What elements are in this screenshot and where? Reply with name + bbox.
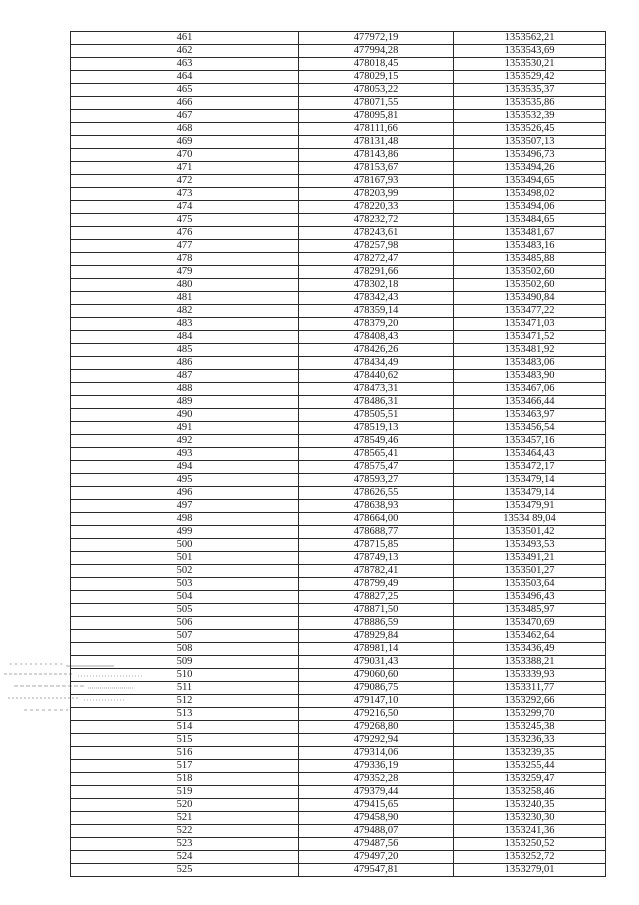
table-row (71, 292, 606, 305)
y-coordinate-cell: 1353255,44 (454, 760, 606, 773)
table-row (71, 591, 606, 604)
y-coordinate-cell: 1353535,86 (454, 97, 606, 110)
y-coordinate-cell: 1353490,84 (454, 292, 606, 305)
point-number-cell: 511 (71, 682, 299, 695)
point-number-cell: 469 (71, 136, 299, 149)
table-row (71, 851, 606, 864)
point-number-cell: 499 (71, 526, 299, 539)
x-coordinate-cell: 479379,44 (299, 786, 454, 799)
table-row (71, 617, 606, 630)
point-number-cell: 497 (71, 500, 299, 513)
table-row (71, 136, 606, 149)
point-number-cell: 481 (71, 292, 299, 305)
point-number-cell: 466 (71, 97, 299, 110)
x-coordinate-cell: 478291,66 (299, 266, 454, 279)
x-coordinate-cell: 478131,48 (299, 136, 454, 149)
x-coordinate-cell: 479314,06 (299, 747, 454, 760)
y-coordinate-cell: 1353472,17 (454, 461, 606, 474)
y-coordinate-cell: 1353339,93 (454, 669, 606, 682)
point-number-cell: 506 (71, 617, 299, 630)
x-coordinate-cell: 478018,45 (299, 58, 454, 71)
point-number-cell: 478 (71, 253, 299, 266)
y-coordinate-cell: 1353471,52 (454, 331, 606, 344)
point-number-cell: 484 (71, 331, 299, 344)
x-coordinate-cell: 478095,81 (299, 110, 454, 123)
table-row (71, 396, 606, 409)
y-coordinate-cell: 1353252,72 (454, 851, 606, 864)
coordinates-table-body (71, 32, 606, 877)
point-number-cell: 476 (71, 227, 299, 240)
x-coordinate-cell: 479352,28 (299, 773, 454, 786)
y-coordinate-cell: 1353483,90 (454, 370, 606, 383)
table-row (71, 825, 606, 838)
x-coordinate-cell: 478638,93 (299, 500, 454, 513)
point-number-cell: 485 (71, 344, 299, 357)
y-coordinate-cell: 1353311,77 (454, 682, 606, 695)
point-number-cell: 490 (71, 409, 299, 422)
y-coordinate-cell: 1353258,46 (454, 786, 606, 799)
x-coordinate-cell: 478143,86 (299, 149, 454, 162)
point-number-cell: 480 (71, 279, 299, 292)
point-number-cell: 522 (71, 825, 299, 838)
table-row (71, 357, 606, 370)
y-coordinate-cell: 1353299,70 (454, 708, 606, 721)
point-number-cell: 517 (71, 760, 299, 773)
y-coordinate-cell: 1353491,21 (454, 552, 606, 565)
y-coordinate-cell: 1353239,35 (454, 747, 606, 760)
y-coordinate-cell: 1353456,54 (454, 422, 606, 435)
x-coordinate-cell: 477972,19 (299, 32, 454, 45)
y-coordinate-cell: 1353483,06 (454, 357, 606, 370)
point-number-cell: 475 (71, 214, 299, 227)
table-row (71, 461, 606, 474)
table-row (71, 318, 606, 331)
point-number-cell: 488 (71, 383, 299, 396)
x-coordinate-cell: 479497,20 (299, 851, 454, 864)
point-number-cell: 471 (71, 162, 299, 175)
table-row (71, 734, 606, 747)
table-row (71, 435, 606, 448)
y-coordinate-cell: 1353481,67 (454, 227, 606, 240)
x-coordinate-cell: 478434,49 (299, 357, 454, 370)
point-number-cell: 462 (71, 45, 299, 58)
x-coordinate-cell: 478111,66 (299, 123, 454, 136)
y-coordinate-cell: 1353457,16 (454, 435, 606, 448)
y-coordinate-cell: 1353494,65 (454, 175, 606, 188)
x-coordinate-cell: 478981,14 (299, 643, 454, 656)
x-coordinate-cell: 478886,59 (299, 617, 454, 630)
table-row (71, 669, 606, 682)
x-coordinate-cell: 478799,49 (299, 578, 454, 591)
table-row (71, 578, 606, 591)
x-coordinate-cell: 478664,00 (299, 513, 454, 526)
x-coordinate-cell: 479060,60 (299, 669, 454, 682)
table-row (71, 227, 606, 240)
point-number-cell: 525 (71, 864, 299, 877)
x-coordinate-cell: 478929,84 (299, 630, 454, 643)
point-number-cell: 491 (71, 422, 299, 435)
table-row (71, 448, 606, 461)
table-row (71, 201, 606, 214)
x-coordinate-cell: 478782,41 (299, 565, 454, 578)
point-number-cell: 489 (71, 396, 299, 409)
point-number-cell: 487 (71, 370, 299, 383)
x-coordinate-cell: 479458,90 (299, 812, 454, 825)
y-coordinate-cell: 1353543,69 (454, 45, 606, 58)
y-coordinate-cell: 1353503,64 (454, 578, 606, 591)
y-coordinate-cell: 1353436,49 (454, 643, 606, 656)
table-row (71, 799, 606, 812)
table-row (71, 175, 606, 188)
y-coordinate-cell: 1353479,14 (454, 487, 606, 500)
point-number-cell: 509 (71, 656, 299, 669)
x-coordinate-cell: 478053,22 (299, 84, 454, 97)
point-number-cell: 498 (71, 513, 299, 526)
point-number-cell: 486 (71, 357, 299, 370)
point-number-cell: 494 (71, 461, 299, 474)
table-row (71, 214, 606, 227)
y-coordinate-cell: 1353493,53 (454, 539, 606, 552)
table-row (71, 58, 606, 71)
y-coordinate-cell: 1353230,30 (454, 812, 606, 825)
table-row (71, 422, 606, 435)
x-coordinate-cell: 478257,98 (299, 240, 454, 253)
y-coordinate-cell: 1353388,21 (454, 656, 606, 669)
y-coordinate-cell: 1353481,92 (454, 344, 606, 357)
point-number-cell: 516 (71, 747, 299, 760)
table-row (71, 838, 606, 851)
y-coordinate-cell: 1353250,52 (454, 838, 606, 851)
x-coordinate-cell: 478827,25 (299, 591, 454, 604)
y-coordinate-cell: 1353484,65 (454, 214, 606, 227)
y-coordinate-cell: 13534 89,04 (454, 513, 606, 526)
x-coordinate-cell: 478203,99 (299, 188, 454, 201)
point-number-cell: 483 (71, 318, 299, 331)
point-number-cell: 474 (71, 201, 299, 214)
table-row (71, 539, 606, 552)
point-number-cell: 495 (71, 474, 299, 487)
point-number-cell: 500 (71, 539, 299, 552)
point-number-cell: 518 (71, 773, 299, 786)
x-coordinate-cell: 478688,77 (299, 526, 454, 539)
x-coordinate-cell: 478426,26 (299, 344, 454, 357)
y-coordinate-cell: 1353485,97 (454, 604, 606, 617)
point-number-cell: 512 (71, 695, 299, 708)
x-coordinate-cell: 479336,19 (299, 760, 454, 773)
x-coordinate-cell: 479216,50 (299, 708, 454, 721)
point-number-cell: 493 (71, 448, 299, 461)
x-coordinate-cell: 479086,75 (299, 682, 454, 695)
y-coordinate-cell: 1353530,21 (454, 58, 606, 71)
y-coordinate-cell: 1353467,06 (454, 383, 606, 396)
table-row (71, 32, 606, 45)
x-coordinate-cell: 478153,67 (299, 162, 454, 175)
table-row (71, 682, 606, 695)
table-row (71, 656, 606, 669)
point-number-cell: 492 (71, 435, 299, 448)
x-coordinate-cell: 478593,27 (299, 474, 454, 487)
table-row (71, 240, 606, 253)
table-row (71, 162, 606, 175)
y-coordinate-cell: 1353501,27 (454, 565, 606, 578)
x-coordinate-cell: 478029,15 (299, 71, 454, 84)
point-number-cell: 482 (71, 305, 299, 318)
point-number-cell: 515 (71, 734, 299, 747)
y-coordinate-cell: 1353529,42 (454, 71, 606, 84)
point-number-cell: 513 (71, 708, 299, 721)
point-number-cell: 496 (71, 487, 299, 500)
x-coordinate-cell: 479031,43 (299, 656, 454, 669)
table-row (71, 383, 606, 396)
table-row (71, 84, 606, 97)
table-row (71, 344, 606, 357)
point-number-cell: 503 (71, 578, 299, 591)
table-row (71, 786, 606, 799)
y-coordinate-cell: 1353292,66 (454, 695, 606, 708)
point-number-cell: 520 (71, 799, 299, 812)
point-number-cell: 465 (71, 84, 299, 97)
point-number-cell: 464 (71, 71, 299, 84)
table-row (71, 123, 606, 136)
y-coordinate-cell: 1353259,47 (454, 773, 606, 786)
point-number-cell: 523 (71, 838, 299, 851)
y-coordinate-cell: 1353245,38 (454, 721, 606, 734)
x-coordinate-cell: 479292,94 (299, 734, 454, 747)
y-coordinate-cell: 1353535,37 (454, 84, 606, 97)
table-row (71, 474, 606, 487)
x-coordinate-cell: 479268,80 (299, 721, 454, 734)
x-coordinate-cell: 478071,55 (299, 97, 454, 110)
table-row (71, 487, 606, 500)
x-coordinate-cell: 478519,13 (299, 422, 454, 435)
y-coordinate-cell: 1353483,16 (454, 240, 606, 253)
table-row (71, 812, 606, 825)
x-coordinate-cell: 477994,28 (299, 45, 454, 58)
table-row (71, 500, 606, 513)
y-coordinate-cell: 1353485,88 (454, 253, 606, 266)
point-number-cell: 524 (71, 851, 299, 864)
y-coordinate-cell: 1353562,21 (454, 32, 606, 45)
point-number-cell: 479 (71, 266, 299, 279)
y-coordinate-cell: 1353236,33 (454, 734, 606, 747)
x-coordinate-cell: 479547,81 (299, 864, 454, 877)
y-coordinate-cell: 1353498,02 (454, 188, 606, 201)
point-number-cell: 504 (71, 591, 299, 604)
x-coordinate-cell: 478440,62 (299, 370, 454, 383)
x-coordinate-cell: 478871,50 (299, 604, 454, 617)
point-number-cell: 505 (71, 604, 299, 617)
table-row (71, 45, 606, 58)
table-row (71, 708, 606, 721)
table-row (71, 695, 606, 708)
x-coordinate-cell: 478549,46 (299, 435, 454, 448)
x-coordinate-cell: 478342,43 (299, 292, 454, 305)
point-number-cell: 519 (71, 786, 299, 799)
x-coordinate-cell: 479487,56 (299, 838, 454, 851)
x-coordinate-cell: 479147,10 (299, 695, 454, 708)
point-number-cell: 510 (71, 669, 299, 682)
y-coordinate-cell: 1353507,13 (454, 136, 606, 149)
y-coordinate-cell: 1353279,01 (454, 864, 606, 877)
table-row (71, 266, 606, 279)
x-coordinate-cell: 478167,93 (299, 175, 454, 188)
y-coordinate-cell: 1353463,97 (454, 409, 606, 422)
x-coordinate-cell: 478243,61 (299, 227, 454, 240)
point-number-cell: 473 (71, 188, 299, 201)
table-row (71, 110, 606, 123)
x-coordinate-cell: 478486,31 (299, 396, 454, 409)
y-coordinate-cell: 1353470,69 (454, 617, 606, 630)
y-coordinate-cell: 1353532,39 (454, 110, 606, 123)
y-coordinate-cell: 1353240,35 (454, 799, 606, 812)
x-coordinate-cell: 478272,47 (299, 253, 454, 266)
table-row (71, 331, 606, 344)
y-coordinate-cell: 1353502,60 (454, 266, 606, 279)
point-number-cell: 507 (71, 630, 299, 643)
point-number-cell: 468 (71, 123, 299, 136)
table-row (71, 370, 606, 383)
point-number-cell: 470 (71, 149, 299, 162)
table-row (71, 97, 606, 110)
table-row (71, 253, 606, 266)
x-coordinate-cell: 478473,31 (299, 383, 454, 396)
y-coordinate-cell: 1353466,44 (454, 396, 606, 409)
point-number-cell: 461 (71, 32, 299, 45)
table-row (71, 71, 606, 84)
table-row (71, 552, 606, 565)
x-coordinate-cell: 478220,33 (299, 201, 454, 214)
coordinates-table (70, 31, 606, 877)
x-coordinate-cell: 478565,41 (299, 448, 454, 461)
x-coordinate-cell: 479415,65 (299, 799, 454, 812)
table-row (71, 305, 606, 318)
point-number-cell: 514 (71, 721, 299, 734)
x-coordinate-cell: 478232,72 (299, 214, 454, 227)
point-number-cell: 508 (71, 643, 299, 656)
y-coordinate-cell: 1353494,26 (454, 162, 606, 175)
table-row (71, 149, 606, 162)
y-coordinate-cell: 1353501,42 (454, 526, 606, 539)
y-coordinate-cell: 1353526,45 (454, 123, 606, 136)
x-coordinate-cell: 478749,13 (299, 552, 454, 565)
table-row (71, 864, 606, 877)
y-coordinate-cell: 1353502,60 (454, 279, 606, 292)
x-coordinate-cell: 478302,18 (299, 279, 454, 292)
x-coordinate-cell: 478575,47 (299, 461, 454, 474)
table-row (71, 630, 606, 643)
point-number-cell: 472 (71, 175, 299, 188)
table-row (71, 526, 606, 539)
y-coordinate-cell: 1353477,22 (454, 305, 606, 318)
table-row (71, 409, 606, 422)
table-row (71, 773, 606, 786)
x-coordinate-cell: 478715,85 (299, 539, 454, 552)
y-coordinate-cell: 1353241,36 (454, 825, 606, 838)
y-coordinate-cell: 1353464,43 (454, 448, 606, 461)
point-number-cell: 467 (71, 110, 299, 123)
table-row (71, 721, 606, 734)
point-number-cell: 521 (71, 812, 299, 825)
table-row (71, 188, 606, 201)
x-coordinate-cell: 478408,43 (299, 331, 454, 344)
y-coordinate-cell: 1353462,64 (454, 630, 606, 643)
x-coordinate-cell: 478626,55 (299, 487, 454, 500)
point-number-cell: 477 (71, 240, 299, 253)
y-coordinate-cell: 1353479,14 (454, 474, 606, 487)
table-row (71, 565, 606, 578)
y-coordinate-cell: 1353471,03 (454, 318, 606, 331)
table-row (71, 747, 606, 760)
table-row (71, 643, 606, 656)
table-row (71, 279, 606, 292)
table-row (71, 513, 606, 526)
y-coordinate-cell: 1353479,91 (454, 500, 606, 513)
x-coordinate-cell: 478379,20 (299, 318, 454, 331)
x-coordinate-cell: 478505,51 (299, 409, 454, 422)
point-number-cell: 502 (71, 565, 299, 578)
table-row (71, 604, 606, 617)
y-coordinate-cell: 1353494,06 (454, 201, 606, 214)
x-coordinate-cell: 479488,07 (299, 825, 454, 838)
table-row (71, 760, 606, 773)
x-coordinate-cell: 478359,14 (299, 305, 454, 318)
y-coordinate-cell: 1353496,43 (454, 591, 606, 604)
point-number-cell: 501 (71, 552, 299, 565)
point-number-cell: 463 (71, 58, 299, 71)
y-coordinate-cell: 1353496,73 (454, 149, 606, 162)
